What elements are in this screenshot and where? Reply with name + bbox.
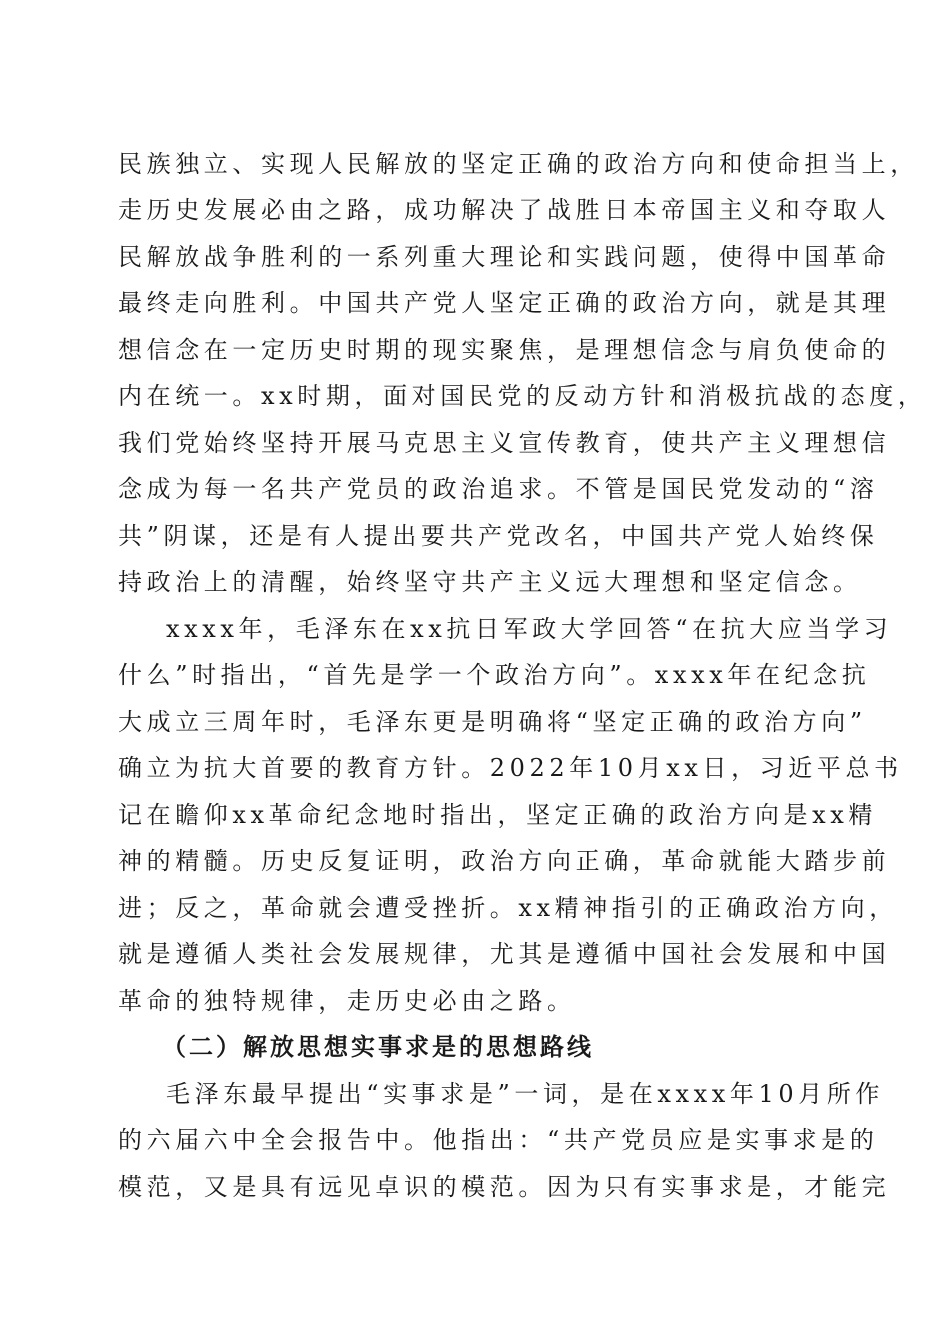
text-line: 民族独立、实现人民解放的坚定正确的政治方向和使命担当上， xyxy=(118,150,919,178)
text-line: 想信念在一定历史时期的现实聚焦，是理想信念与肩负使命的 xyxy=(118,336,891,364)
text-line: 什么”时指出，“首先是学一个政治方向”。xxxx年在纪念抗 xyxy=(118,661,871,689)
text-line: 神的精髓。历史反复证明，政治方向正确，革命就能大踏步前 xyxy=(118,847,891,875)
text-line: 的六届六中全会报告中。他指出：“共产党员应是实事求是的 xyxy=(118,1126,879,1154)
paragraph-first-line: xxxx年，毛泽东在xx抗日军政大学回答“在抗大应当学习 xyxy=(166,615,893,643)
text-line: 大成立三周年时，毛泽东更是明确将“坚定正确的政治方向” xyxy=(118,708,867,736)
paragraph-first-line: 毛泽东最早提出“实事求是”一词，是在xxxx年10月所作 xyxy=(166,1080,885,1108)
text-line: 持政治上的清醒，始终坚守共产主义远大理想和坚定信念。 xyxy=(118,568,862,596)
text-line: 民解放战争胜利的一系列重大理论和实践问题，使得中国革命 xyxy=(118,243,891,271)
text-line: 走历史发展必由之路，成功解决了战胜日本帝国主义和夺取人 xyxy=(118,196,891,224)
text-line: 确立为抗大首要的教育方针。2022年10月xx日，习近平总书 xyxy=(118,754,903,782)
text-line: 共”阴谋，还是有人提出要共产党改名，中国共产党人始终保 xyxy=(118,522,879,550)
text-line: 内在统一。xx时期，面对国民党的反动方针和消极抗战的态度， xyxy=(118,382,927,410)
text-line: 革命的独特规律，走历史必由之路。 xyxy=(118,987,576,1015)
text-line: 模范，又是具有远见卓识的模范。因为只有实事求是，才能完 xyxy=(118,1173,891,1201)
text-line: 念成为每一名共产党员的政治追求。不管是国民党发动的“溶 xyxy=(118,475,879,503)
text-line: 就是遵循人类社会发展规律，尤其是遵循中国社会发展和中国 xyxy=(118,940,891,968)
text-line: 我们党始终坚持开展马克思主义宣传教育，使共产主义理想信 xyxy=(118,429,891,457)
text-line: 进；反之，革命就会遭受挫折。xx精神指引的正确政治方向， xyxy=(118,894,898,922)
text-line: 记在瞻仰xx革命纪念地时指出，坚定正确的政治方向是xx精 xyxy=(118,801,877,829)
text-line: 最终走向胜利。中国共产党人坚定正确的政治方向，就是其理 xyxy=(118,289,891,317)
section-heading: （二）解放思想实事求是的思想路线 xyxy=(162,1032,594,1061)
